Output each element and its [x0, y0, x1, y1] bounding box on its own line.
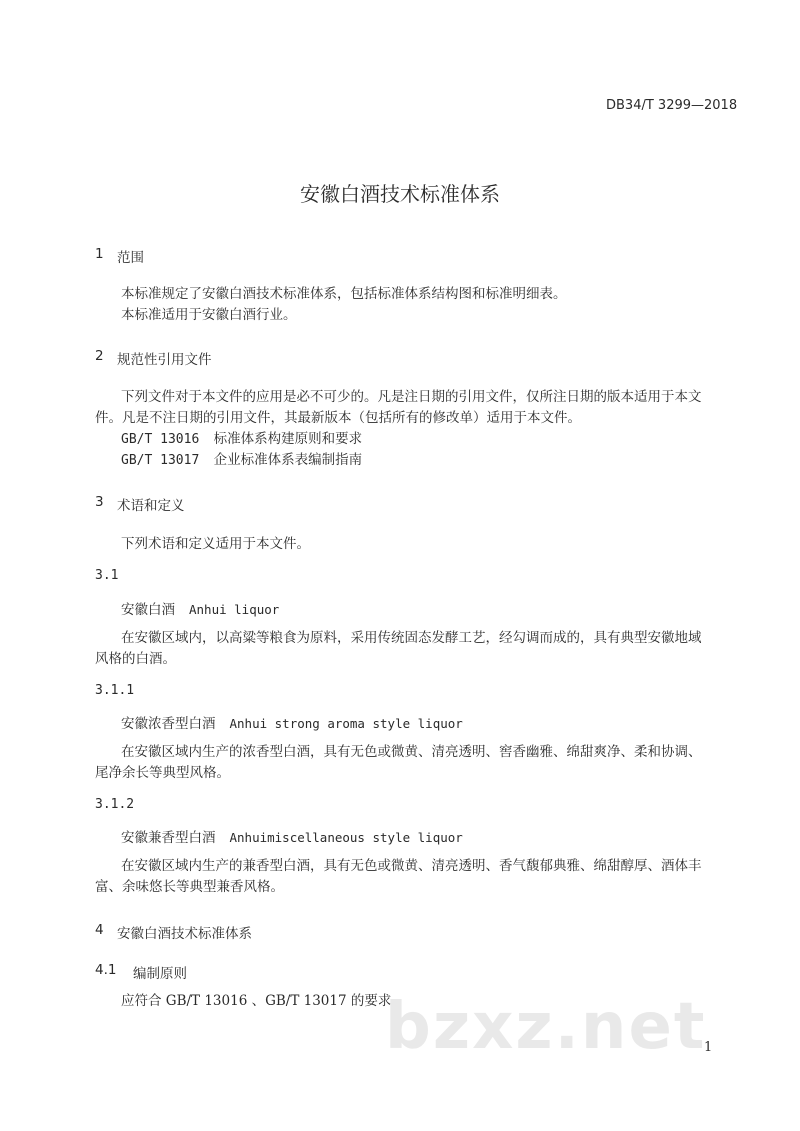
term-3-1-number: 3.1 [95, 568, 119, 583]
term-3-1-1-definition-line-1: 在安徽区域内生产的浓香型白酒，具有无色或微黄、清亮透明、窖香幽雅、绵甜爽净、柔和协调、 [121, 744, 702, 760]
reference-1 [121, 429, 362, 450]
section-4-number: 4 [95, 922, 104, 938]
section-1-heading: 范围 [117, 250, 144, 266]
section-1-paragraph-1: 本标准规定了安徽白酒技术标准体系，包括标准体系结构图和标准明细表。 [121, 286, 567, 302]
section-2-paragraph-line-2: 件。凡是不注日期的引用文件，其最新版本（包括所有的修改单）适用于本文件。 [95, 410, 581, 426]
section-2-heading: 规范性引用文件 [117, 352, 212, 368]
section-1-paragraph-2: 本标准适用于安徽白酒行业。 [121, 307, 297, 323]
reference-1-code: GB/T 13016 [121, 432, 200, 447]
reference-1-title: 标准体系构建原则和要求 [213, 431, 363, 447]
section-4-1-heading: 编制原则 [133, 966, 187, 982]
section-3-heading: 术语和定义 [117, 498, 185, 514]
term-3-1-2-zh: 安徽兼香型白酒 [121, 830, 216, 846]
term-3-1-definition-line-1: 在安徽区域内，以高粱等粮食为原料，采用传统固态发酵工艺，经勾调而成的，具有典型安徽地域 [121, 630, 702, 646]
reference-2 [121, 450, 362, 471]
section-3-number: 3 [95, 494, 104, 510]
term-3-1-2-definition-line-1: 在安徽区域内生产的兼香型白酒，具有无色或微黄、清亮透明、香气馥郁典雅、绵甜醇厚、酒体丰 [121, 858, 702, 874]
section-2-number: 2 [95, 348, 104, 364]
term-3-1-1-title [121, 712, 463, 732]
term-3-1-zh: 安徽白酒 [121, 602, 175, 618]
reference-2-title: 企业标准体系表编制指南 [213, 452, 363, 468]
section-2-paragraph-line-1: 下列文件对于本文件的应用是必不可少的。凡是注日期的引用文件，仅所注日期的版本适用于本文 [121, 389, 702, 405]
section-4-heading: 安徽白酒技术标准体系 [117, 926, 252, 942]
term-3-1-1-number: 3.1.1 [95, 683, 135, 698]
term-3-1-2-title [121, 826, 463, 846]
document-number: DB34/T 3299—2018 [606, 98, 738, 113]
term-3-1-2-number: 3.1.2 [95, 797, 135, 812]
term-3-1-2-definition-line-2: 富、余味悠长等典型兼香风格。 [95, 879, 284, 895]
section-4-1-text: 应符合 GB/T 13016 、GB/T 13017 的要求。 [121, 993, 405, 1009]
term-3-1-1-definition-line-2: 尾净余长等典型风格。 [95, 765, 230, 781]
watermark: bzxz.net [385, 990, 707, 1064]
document-title: 安徽白酒技术标准体系 [300, 182, 500, 206]
term-3-1-en: Anhui liquor [189, 602, 280, 617]
term-3-1-2-en: Anhuimiscellaneous style liquor [229, 830, 463, 845]
term-3-1-1-en: Anhui strong aroma style liquor [229, 716, 463, 731]
reference-2-code: GB/T 13017 [121, 453, 200, 468]
term-3-1-definition-line-2: 风格的白酒。 [95, 651, 176, 667]
page-number: 1 [704, 1040, 713, 1055]
term-3-1-title [121, 598, 279, 618]
section-1-number: 1 [95, 246, 104, 262]
section-4-1-number: 4.1 [95, 962, 117, 978]
term-3-1-1-zh: 安徽浓香型白酒 [121, 716, 216, 732]
section-3-intro: 下列术语和定义适用于本文件。 [121, 536, 310, 552]
